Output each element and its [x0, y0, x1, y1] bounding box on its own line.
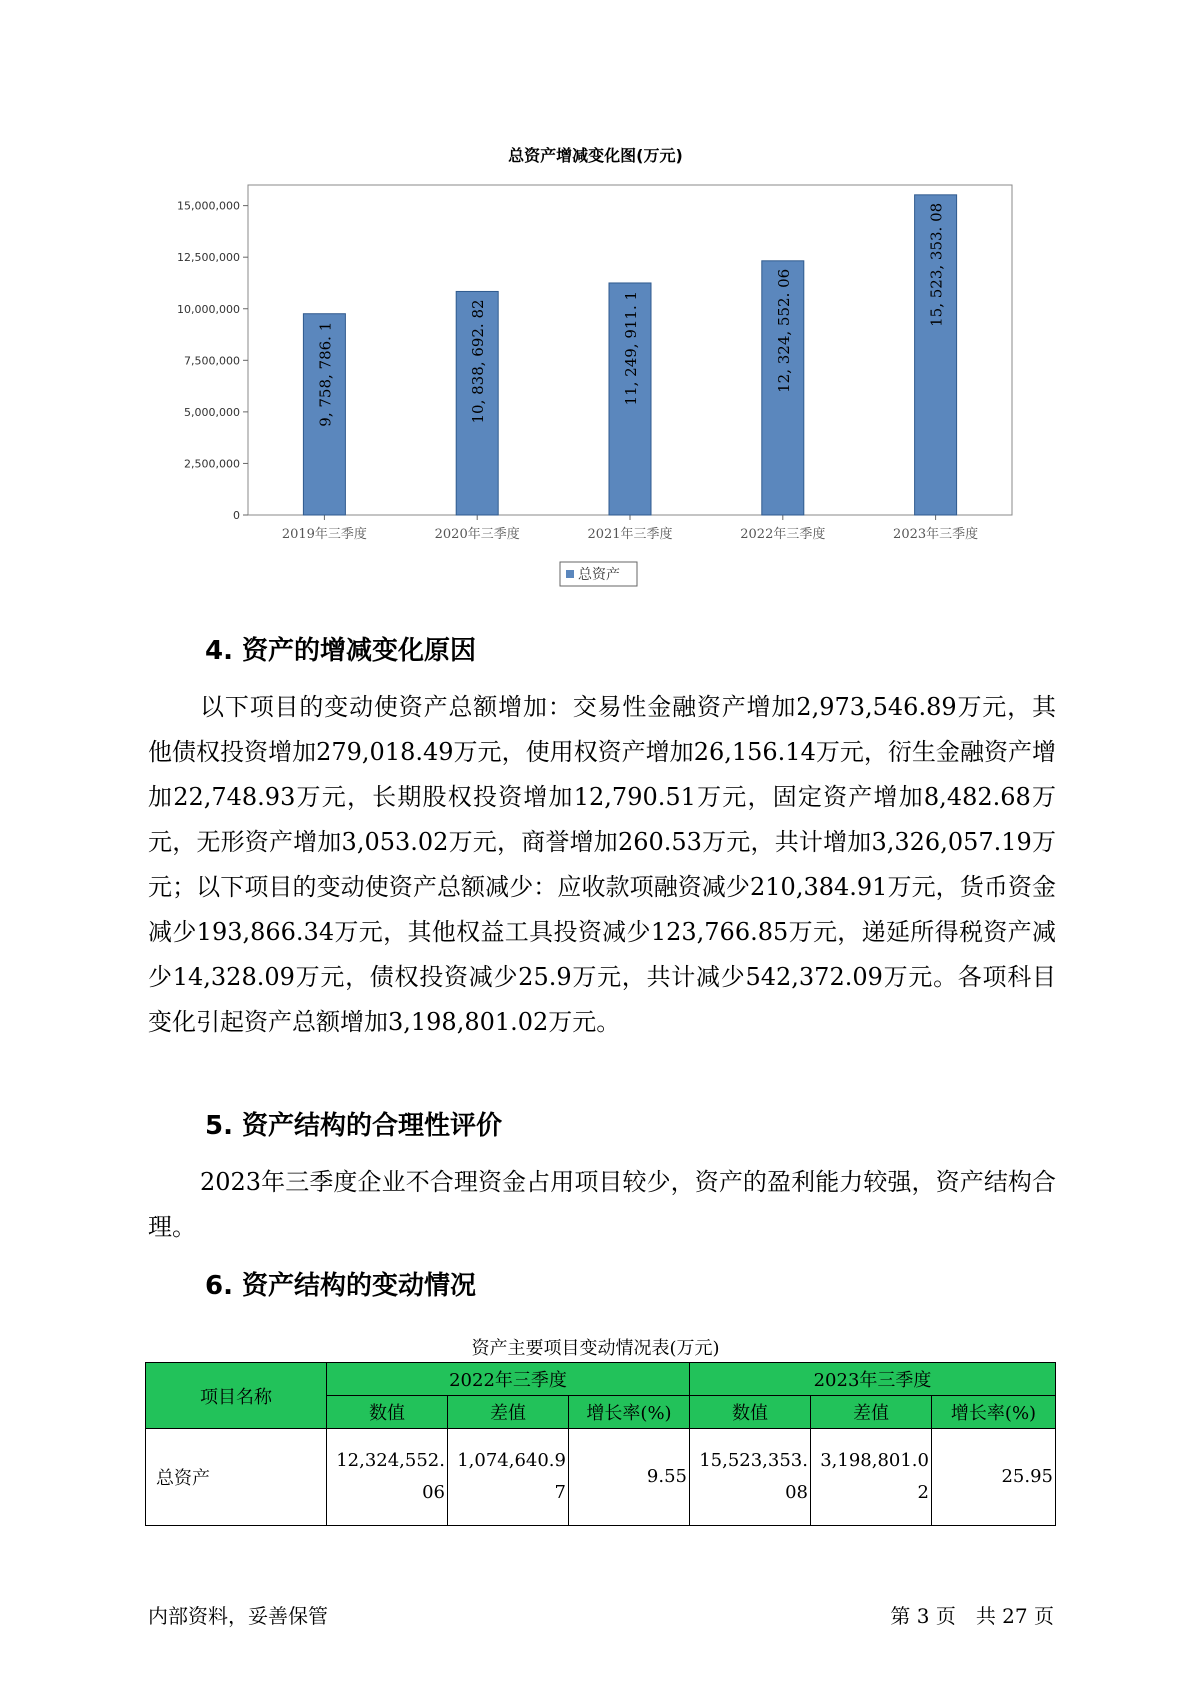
- section4-heading: 4. 资产的增减变化原因: [205, 636, 477, 666]
- chart-legend: [560, 562, 637, 586]
- cell-diff-2023: 3,198,801.02: [811, 1429, 932, 1526]
- section4-paragraph: 以下项目的变动使资产总额增加：交易性金融资产增加2,973,546.89万元，其他债权投资增加279,018.49万元，使用权资产增加26,156.14万元，衍生金融资产增加22,748.93万元，长期股权投资增加12,790.51万元，固定资产增加8,482.68万元，无形资产增加3,053.02万元，商誉增加260.53万元，共计增加3,326,057.19万元；以下项目的变动使资产总额减少：应收款项融资减少210,384.91万元，货币资金减少193,866.34万元，其他权益工具投资减少123,766.85万元，递延所得税资产减少14,328.09万元，债权投资减少25.9万元，共计减少542,372.09万元。各项科目变化引起资产总额增加3,198,801.02万元。: [148, 693, 1056, 1036]
- y-tick-label: 10,000,000: [177, 302, 240, 316]
- y-tick-label: 15,000,000: [177, 199, 240, 213]
- legend-swatch: [566, 570, 574, 578]
- y-tick-label: 0: [233, 509, 240, 522]
- table-row: [146, 1429, 1056, 1526]
- header-diff-2022: 差值: [448, 1396, 569, 1429]
- chart-axes: [177, 185, 1012, 542]
- bar-data-label: 11, 249, 911. 1: [622, 290, 640, 406]
- cell-rate-2022: 9.55: [569, 1429, 690, 1526]
- x-tick-label: 2020年三季度: [434, 527, 520, 542]
- cell-diff-2022: 1,074,640.97: [448, 1429, 569, 1526]
- bar-data-label: 10, 838, 692. 82: [469, 299, 488, 424]
- chart-title: 总资产增减变化图(万元): [508, 146, 683, 165]
- header-rate-2023: 增长率(%): [932, 1396, 1056, 1429]
- header-item-name: 项目名称: [146, 1363, 327, 1429]
- section5-paragraph: 2023年三季度企业不合理资金占用项目较少，资产的盈利能力较强，资产结构合理。: [148, 1168, 1056, 1241]
- y-tick-label: 12,500,000: [177, 251, 240, 265]
- header-value-2022: 数值: [327, 1396, 448, 1429]
- cell-value-2023: 15,523,353.08: [690, 1429, 811, 1526]
- header-period-2023: 2023年三季度: [690, 1363, 1056, 1396]
- row-name: 总资产: [146, 1429, 327, 1526]
- x-tick-label: 2021年三季度: [587, 527, 673, 542]
- x-tick-label: 2019年三季度: [281, 527, 367, 542]
- y-tick-label: 7,500,000: [184, 354, 240, 368]
- y-tick-label: 2,500,000: [184, 457, 240, 471]
- legend-label: 总资产: [578, 567, 620, 583]
- x-tick-label: 2022年三季度: [740, 527, 826, 542]
- table-caption: 资产主要项目变动情况表(万元): [471, 1338, 720, 1359]
- header-value-2023: 数值: [690, 1396, 811, 1429]
- y-tick-label: 5,000,000: [184, 405, 240, 419]
- x-tick-label: 2023年三季度: [893, 527, 979, 542]
- header-rate-2022: 增长率(%): [569, 1396, 690, 1429]
- header-diff-2023: 差值: [811, 1396, 932, 1429]
- footer-page-number: 第 3 页 共 27 页: [890, 1604, 1054, 1628]
- bar-data-label: 12, 324, 552. 06: [774, 268, 793, 393]
- total-assets-bar-chart: [0, 0, 1191, 600]
- cell-rate-2023: 25.95: [932, 1429, 1056, 1526]
- asset-change-table: [145, 1362, 1056, 1526]
- header-period-2022: 2022年三季度: [327, 1363, 690, 1396]
- section6-heading: 6. 资产结构的变动情况: [205, 1271, 477, 1301]
- footer-confidential: 内部资料，妥善保管: [148, 1604, 328, 1628]
- cell-value-2022: 12,324,552.06: [327, 1429, 448, 1526]
- bar-data-label: 15, 523, 353. 08: [927, 202, 946, 327]
- section5-heading: 5. 资产结构的合理性评价: [205, 1111, 503, 1141]
- bar-data-label: 9, 758, 786. 1: [316, 321, 335, 427]
